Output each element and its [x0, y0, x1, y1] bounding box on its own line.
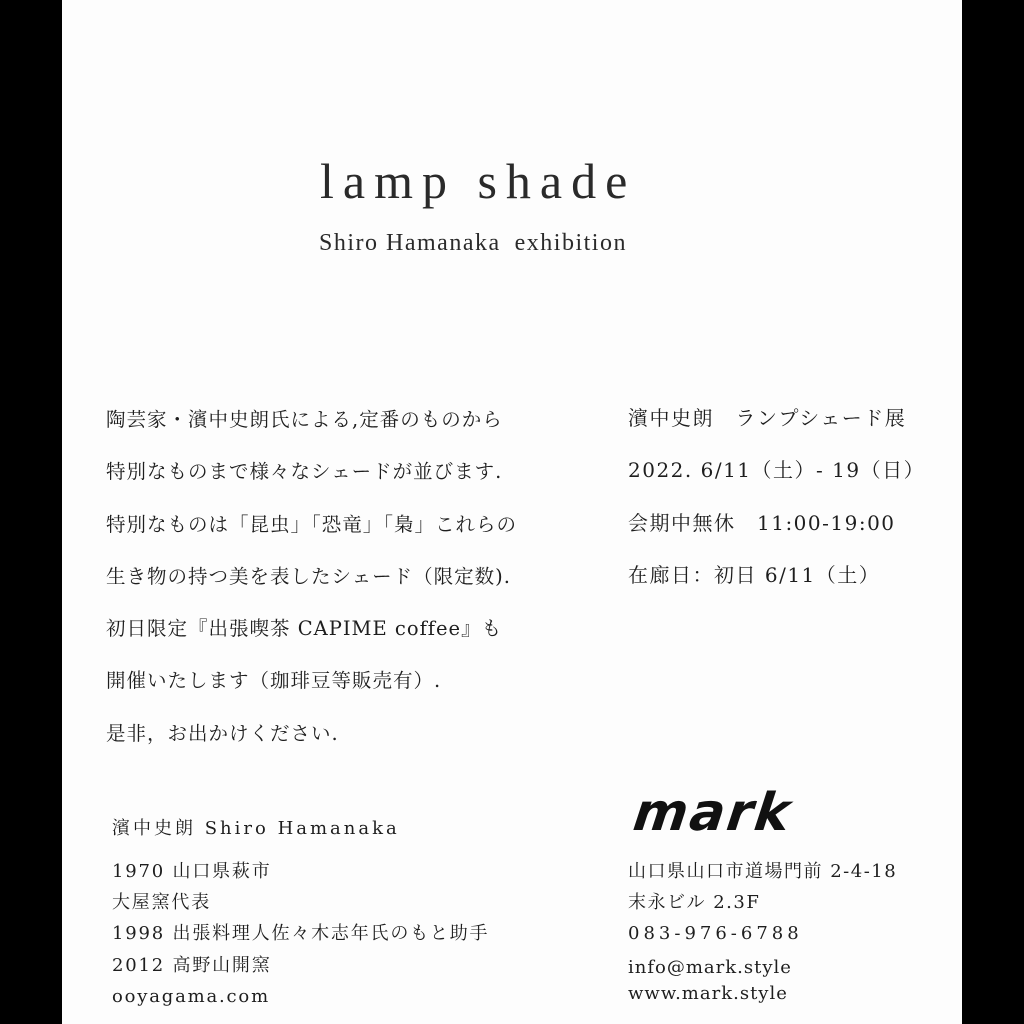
profile-line: 1998 出張料理人佐々木志年氏のもと助手 — [112, 923, 490, 945]
shop-address: 山口県山口市道場門前 2-4-18 — [628, 861, 898, 882]
exhibition-title: lamp shade — [320, 153, 637, 209]
description-line: 生き物の持つ美を表したシェード（限定数). — [106, 564, 511, 588]
description-line: 特別なものまで様々なシェードが並びます. — [106, 460, 503, 484]
artist-profile — [112, 816, 489, 1014]
shop-website: www.mark.style — [628, 983, 788, 1004]
shop-email: info@mark.style — [628, 957, 792, 978]
event-info — [628, 400, 925, 609]
shop-phone: 083-976-6788 — [628, 923, 803, 944]
description-block — [106, 402, 517, 768]
event-dates: 2022. 6/11（土）- 19（日） — [628, 458, 926, 483]
mark-logo-graphic — [628, 790, 838, 840]
description-line: 初日限定『出張喫茶 CAPIME coffee』も — [106, 617, 503, 641]
mark-logo — [628, 790, 838, 840]
artist-website: ooyagama.com — [112, 985, 270, 1007]
description-line: 開催いたします（珈琲豆等販売有）. — [106, 669, 442, 693]
description-line: 是非，お出かけください. — [106, 721, 339, 745]
artist-name: 濱中史朗 Shiro Hamanaka — [112, 818, 400, 839]
profile-line: 2012 高野山開窯 — [112, 954, 272, 976]
subtitle-word: exhibition — [514, 230, 627, 256]
subtitle-artist: Shiro Hamanaka — [319, 230, 501, 256]
event-hours: 会期中無休 11:00-19:00 — [628, 510, 896, 535]
shop-building: 末永ビル 2.3F — [628, 892, 761, 913]
profile-line: 大屋窯代表 — [112, 892, 211, 914]
profile-line: 1970 山口県萩市 — [112, 861, 272, 882]
exhibition-subtitle — [319, 230, 627, 257]
description-line: 特別なものは「昆虫」「恐竜」「梟」これらの — [106, 512, 518, 536]
mark-logo-text: mark — [628, 790, 803, 840]
event-heading: 濱中史朗 ランプシェード展 — [628, 406, 907, 430]
shop-info — [628, 858, 897, 1008]
description-line: 陶芸家・濱中史朗氏による,定番のものから — [106, 408, 503, 431]
artist-presence: 在廊日：初日 6/11（土） — [628, 562, 881, 587]
